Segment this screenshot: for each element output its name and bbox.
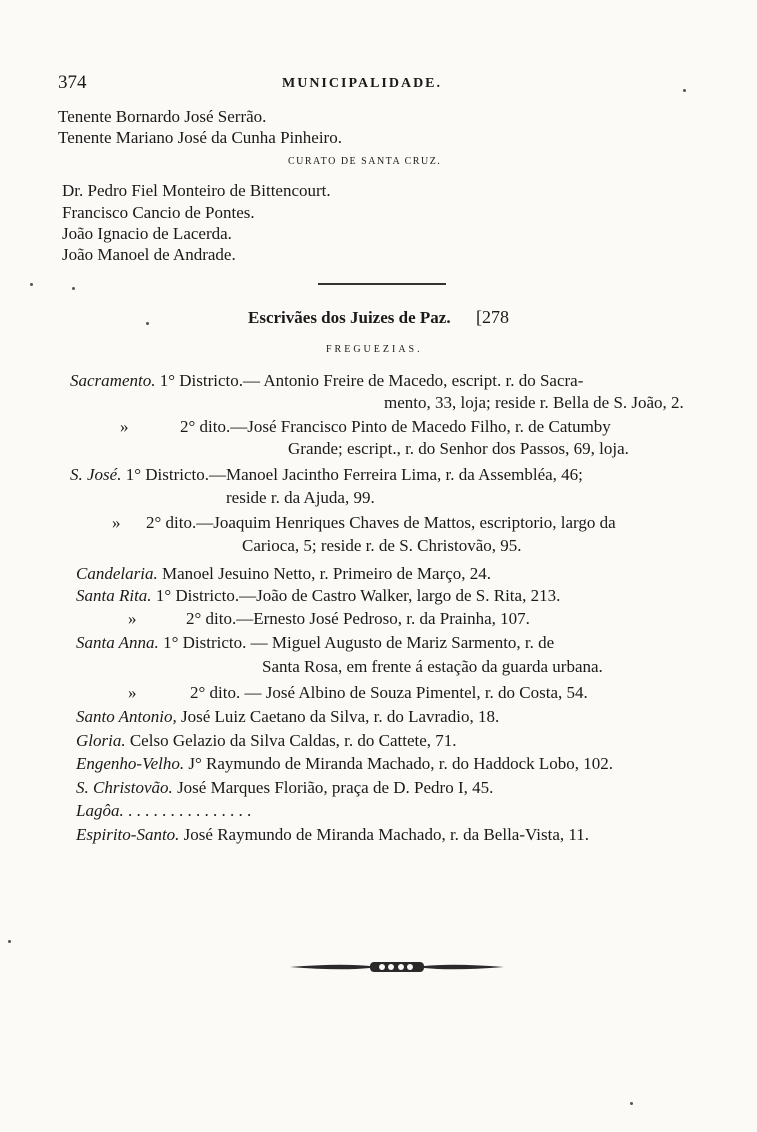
entry-continuation: mento, 33, loja; reside r. Bella de S. João, 2. — [384, 393, 684, 412]
running-title: MUNICIPALIDADE. — [282, 76, 443, 91]
entry-continuation: Carioca, 5; reside r. de S. Christovão, 95. — [242, 536, 522, 555]
page-number: 374 — [58, 72, 87, 93]
entry-gloria — [76, 730, 457, 751]
top-entry: Tenente Mariano José da Cunha Pinheiro. — [58, 128, 342, 147]
entry-santa-anna-1 — [76, 632, 554, 653]
parish-name: Espirito-Santo. — [76, 825, 180, 844]
entry-text: 1° Districto.—Manoel Jacintho Ferreira Lima, r. da Assembléa, 46; — [125, 465, 583, 484]
entry-text: 2° dito. — José Albino de Souza Pimentel, r. do Costa, 54. — [190, 683, 588, 702]
entry-continuation: reside r. da Ajuda, 99. — [226, 488, 375, 507]
parish-name: Sacramento. — [70, 371, 156, 390]
print-speck — [630, 1102, 633, 1105]
parish-name: Santa Rita. — [76, 586, 152, 605]
entry-sjose-1 — [70, 464, 583, 485]
ornament-rule-icon — [290, 957, 504, 977]
print-speck — [146, 322, 149, 325]
parish-name: Gloria. — [76, 731, 126, 750]
entry-sacramento-1 — [70, 370, 583, 391]
parish-name: Santo Antonio, — [76, 707, 177, 726]
parish-name: S. José. — [70, 465, 122, 484]
section-ref: [278 — [476, 307, 509, 327]
parish-name: Lagôa. — [76, 801, 124, 820]
entry-text: José Marques Florião, praça de D. Pedro I, 45. — [177, 778, 494, 797]
entry-text: Celso Gelazio da Silva Caldas, r. do Cattete, 71. — [129, 731, 457, 750]
parish-name: S. Christovão. — [76, 778, 173, 797]
ditto-mark: » — [112, 513, 121, 532]
entry-text: J° Raymundo de Miranda Machado, r. do Haddock Lobo, 102. — [188, 754, 613, 773]
entry-s-christovao — [76, 777, 493, 798]
ditto-mark: » — [128, 609, 137, 628]
entry-text: 1° Districto. — Miguel Augusto de Mariz Sarmento, r. de — [163, 633, 555, 652]
ditto-mark: » — [128, 683, 137, 702]
print-speck — [30, 283, 33, 286]
ditto-mark: » — [120, 417, 129, 436]
entry-text: 2° dito.—Joaquim Henriques Chaves de Mattos, escriptorio, largo da — [146, 513, 616, 532]
print-speck — [683, 89, 686, 92]
entry-text: 2° dito.—Ernesto José Pedroso, r. da Prainha, 107. — [186, 609, 530, 628]
entry-text: José Raymundo de Miranda Machado, r. da Bella-Vista, 11. — [183, 825, 589, 844]
top-entry: Tenente Bornardo José Serrão. — [58, 107, 267, 126]
entry-text: 2° dito.—José Francisco Pinto de Macedo Filho, r. de Catumby — [180, 417, 611, 436]
entry-engenho-velho — [76, 753, 613, 774]
entry-text: 1° Districto.— Antonio Freire de Macedo, escript. r. do Sacra- — [159, 371, 584, 390]
parish-name: Engenho-Velho. — [76, 754, 185, 773]
section-heading: Escrivães dos Juizes de Paz. — [248, 308, 451, 327]
entry-santa-rita-1 — [76, 585, 560, 606]
entry-candelaria — [76, 563, 491, 584]
section-divider — [318, 283, 446, 285]
entry-continuation: Grande; escript., r. do Senhor dos Passos, 69, loja. — [288, 439, 629, 458]
print-speck — [8, 940, 11, 943]
entry-text: . . . . . . . . . . . . . . . — [127, 801, 252, 820]
entry-text: 1° Districto.—João de Castro Walker, largo de S. Rita, 213. — [155, 586, 561, 605]
entry-text: Manoel Jesuino Netto, r. Primeiro de Março, 24. — [161, 564, 492, 583]
curato-name: João Ignacio de Lacerda. — [62, 224, 232, 243]
curato-name: João Manoel de Andrade. — [62, 245, 236, 264]
print-speck — [72, 287, 75, 290]
curato-name: Francisco Cancio de Pontes. — [62, 203, 255, 222]
entry-continuation: Santa Rosa, em frente á estação da guarda urbana. — [262, 657, 603, 676]
entry-text: José Luiz Caetano da Silva, r. do Lavradio, 18. — [181, 707, 500, 726]
freguezias-heading: FREGUEZIAS. — [326, 344, 423, 355]
parish-name: Santa Anna. — [76, 633, 159, 652]
entry-espirito-santo — [76, 824, 589, 845]
curato-name: Dr. Pedro Fiel Monteiro de Bittencourt. — [62, 181, 331, 200]
curato-heading: CURATO DE SANTA CRUZ. — [288, 156, 442, 167]
entry-santo-antonio — [76, 706, 499, 727]
entry-lagoa — [76, 800, 251, 821]
parish-name: Candelaria. — [76, 564, 158, 583]
